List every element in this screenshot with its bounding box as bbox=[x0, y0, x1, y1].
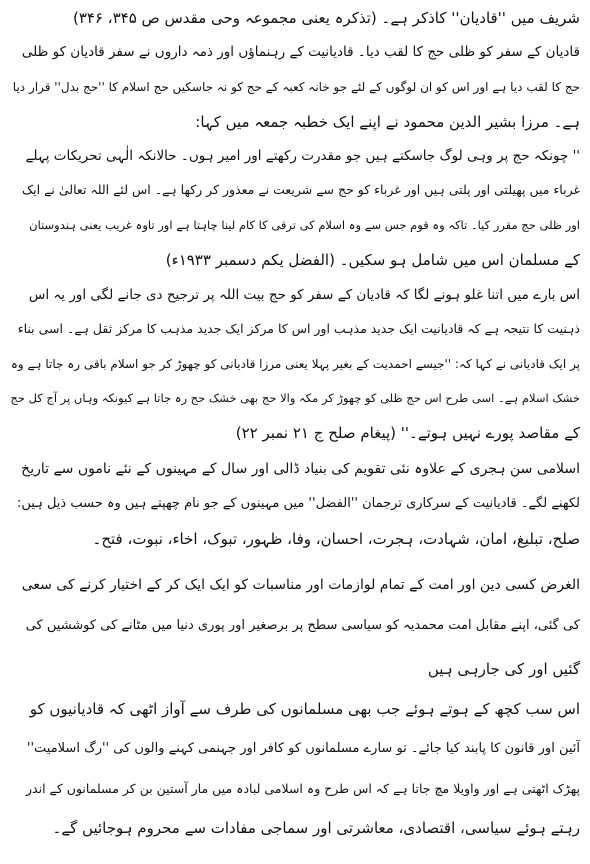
text-line: پھڑک اٹھتی ہے اور واویلا مچ جاتا ہے کہ اس طرح وہ اسلامی لبادہ میں مار آستین بن کر مسلمانوں کے اندر bbox=[26, 781, 580, 796]
text-line: اس بارے میں اتنا غلو ہونے لگا کہ قادیان کے سفر کو حج بیت اللہ پر ترجیح دی جانے لگی اور یہ اس bbox=[28, 287, 580, 303]
text-line: رہتے ہوئے سیاسی، اقتصادی، معاشرتی اور سماجی مفادات سے محروم ہوجائیں گے۔ bbox=[52, 819, 580, 837]
text-line: اسلامی سن ہجری کے علاوہ نئی تقویم کی بنیاد ڈالی اور سال کے مہینوں کے نئے ناموں سے تاریخ bbox=[21, 461, 580, 477]
text-line: ہے۔ مرزا بشیر الدین محمود نے اپنے ایک خطبہ جمعہ میں کہا: bbox=[195, 113, 580, 131]
text-line: آئین اور قانون کا پابند کیا جائے۔ تو سارے مسلمانوں کو کافر اور جہنمی کہنے والوں کی ''رگ اسلامیت'' bbox=[26, 741, 580, 756]
quote-line: غرباء میں پھیلتی اور پلتی ہیں اور غرباء کو حج سے شریعت نے معذور کر رکھا ہے۔ اس لئے اللہ تعالیٰ نے ایک bbox=[21, 182, 580, 197]
text-line: کی گئی، اپنے مقابل امت محمدیہ کو سیاسی سطح پر برصغیر اور پوری دنیا میں مٹانے کی کوششیں کی bbox=[25, 618, 580, 633]
text-line: شریف میں ''قادیان'' کاذکر ہے۔ (تذکرہ یعنی مجموعہ وحی مقدس ص ۳۴۵، ۳۴۶) bbox=[72, 9, 580, 27]
quote-line: اور ظلی حج مقرر کیا۔ تاکہ وہ قوم جس سے وہ اسلام کی ترقی کا کام لینا چاہتا ہے اور تاوہ غریب یعنی ہندوستان bbox=[29, 218, 580, 232]
text-line: قادیان کے سفر کو ظلی حج کا لقب دیا۔ قادیانیت کے رہنماؤں اور ذمہ داروں نے سفر قادیان کو ظلی bbox=[21, 44, 580, 60]
citation-line: کے مسلمان اس میں شامل ہو سکیں۔ (الفضل یکم دسمبر ۱۹۳۳ء) bbox=[165, 251, 580, 269]
text-line: گئیں اور کی جارہی ہیں bbox=[427, 660, 580, 678]
quote-line: '' چونکہ حج پر وہی لوگ جاسکتے ہیں جو مقدرت رکھتے اور امیر ہوں۔ حالانکہ الٰہی تحریکات پہلے bbox=[25, 148, 580, 164]
text-line: الغرض کسی دین اور امت کے تمام لوازمات اور مناسبات کو ایک ایک کر کے اختیار کرنے کی سعی bbox=[21, 577, 580, 593]
text-line: ذہنیت کا نتیجہ ہے کہ قادیانیت ایک جدید مذہب اور اس کا مرکز ایک جدید مذہب کا مرکز ثقل ہے۔ اسی بناء bbox=[17, 321, 580, 336]
text-line: لکھنے لگے۔ قادیانیت کے سرکاری ترجمان ''الفضل'' میں مہینوں کے جو نام چھپتے ہیں وہ حسب ذیل ہیں: bbox=[17, 496, 580, 511]
text-line: پر ایک قادیانی نے کہا کہ: ''جیسے احمدیت کے بغیر پہلا یعنی مرزا قادیانی کو چھوڑ کر جو اسلام باقی رہ جاتا ہے وہ bbox=[10, 357, 580, 371]
text-line: خشک اسلام ہے۔ اسی طرح اس حج ظلی کو چھوڑ کر مکہ والا حج بھی خشک حج رہ جاتا ہے کیونکہ وہاں پر آج کل حج bbox=[10, 391, 580, 405]
citation-line: کے مقاصد پورے نہیں ہوتے۔'' (پیغام صلح ج ۲۱ نمبر ۲۲) bbox=[235, 424, 580, 442]
text-line: حج کا لقب دیا ہے اور اس کو ان لوگوں کے لئے جو خانہ کعبہ کے حج کو نہ جاسکیں حج اسلام کا ''حج بدل'' قرار دیا bbox=[12, 80, 580, 94]
month-names-line: صلح، تبلیغ، امان، شہادت، ہجرت، احسان، وفا، ظہور، تبوک، اخاء، نبوت، فتح۔ bbox=[92, 530, 580, 548]
text-line: اس سب کچھ کے ہوتے ہوئے جب بھی مسلمانوں کی طرف سے آواز اٹھی کہ قادیانیوں کو bbox=[29, 700, 580, 718]
